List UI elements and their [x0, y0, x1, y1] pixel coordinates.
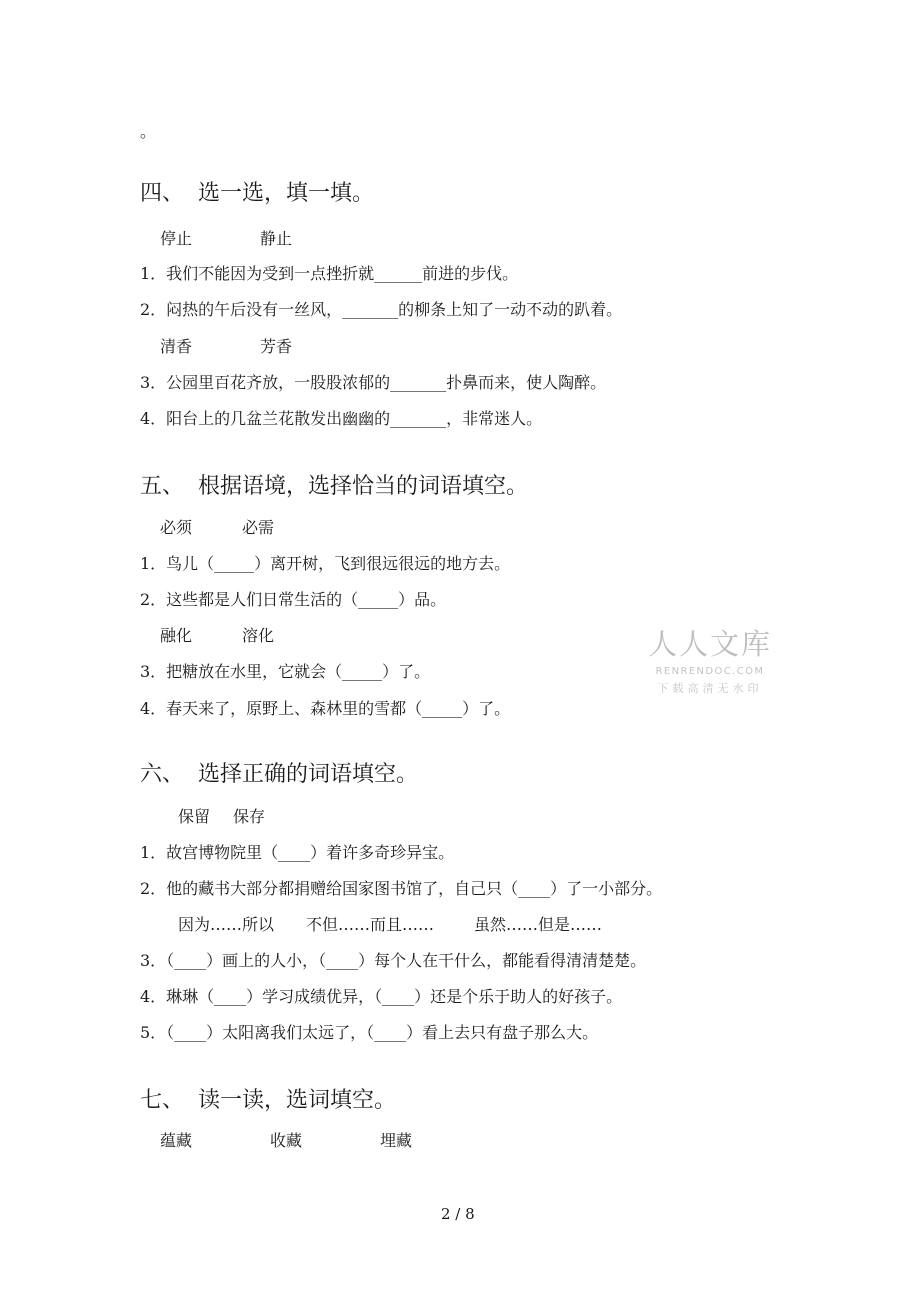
question-item: 2．闷热的午后没有一丝风，_______的柳条上知了一动不动的趴着。 — [140, 300, 623, 319]
question-item: 3．把糖放在水里，它就会（_____）了。 — [140, 662, 431, 681]
word-option: 融化 — [160, 626, 193, 645]
section-five-heading: 五、 根据语境，选择恰当的词语填空。 — [140, 474, 528, 499]
word-option: 溶化 — [242, 626, 275, 645]
word-option: 收藏 — [270, 1131, 303, 1150]
question-item: 1．我们不能因为受到一点挫折就______前进的步伐。 — [140, 264, 519, 283]
section-four-heading: 四、 选一选，填一填。 — [140, 181, 374, 206]
word-option: 清香 — [160, 337, 193, 356]
question-item: 1．故宫博物院里（____）着许多奇珍异宝。 — [140, 843, 455, 862]
section-seven-heading: 七、 读一读，选词填空。 — [140, 1088, 396, 1113]
word-option: 蕴藏 — [160, 1131, 193, 1150]
section-six-heading: 六、 选择正确的词语填空。 — [140, 762, 418, 787]
word-option: 埋藏 — [380, 1131, 413, 1150]
question-item: 2．这些都是人们日常生活的（_____）品。 — [140, 590, 447, 609]
word-option: 静止 — [260, 229, 293, 248]
word-option: 芳香 — [260, 337, 293, 356]
question-item: 3．公园里百花齐放，一股股浓郁的_______扑鼻而来，使人陶醉。 — [140, 373, 607, 392]
word-option: 必须 — [160, 518, 193, 537]
question-item: 1．鸟儿（_____）离开树，飞到很远很远的地方去。 — [140, 554, 511, 573]
page-number: 2 / 8 — [441, 1205, 475, 1223]
word-option: 停止 — [160, 229, 193, 248]
watermark-brand: 人人文库 — [647, 627, 772, 661]
watermark-url: RENRENDOC.COM — [655, 666, 765, 677]
period-mark: 。 — [140, 122, 157, 141]
question-item: 4．阳台上的几盆兰花散发出幽幽的_______，非常迷人。 — [140, 409, 543, 428]
question-item: 5．（____）太阳离我们太远了，（____）看上去只有盘子那么大。 — [140, 1023, 599, 1042]
conjunction-option: 不但……而且…… — [306, 915, 435, 934]
question-item: 4．春天来了，原野上、森林里的雪都（_____）了。 — [140, 699, 511, 718]
word-option: 必需 — [242, 518, 275, 537]
question-item: 4．琳琳（____）学习成绩优异，（____）还是个乐于助人的好孩子。 — [140, 987, 623, 1006]
word-option: 保存 — [233, 807, 266, 826]
watermark-slogan: 下载高清无水印 — [657, 682, 763, 695]
conjunction-option: 虽然……但是…… — [474, 915, 603, 934]
watermark — [646, 622, 774, 696]
conjunction-option: 因为……所以 — [178, 915, 275, 934]
question-item: 2．他的藏书大部分都捐赠给国家图书馆了，自己只（____）了一小部分。 — [140, 879, 663, 898]
word-option: 保留 — [178, 807, 211, 826]
question-item: 3．（____）画上的人小，（____）每个人在干什么，都能看得清清楚楚。 — [140, 951, 647, 970]
